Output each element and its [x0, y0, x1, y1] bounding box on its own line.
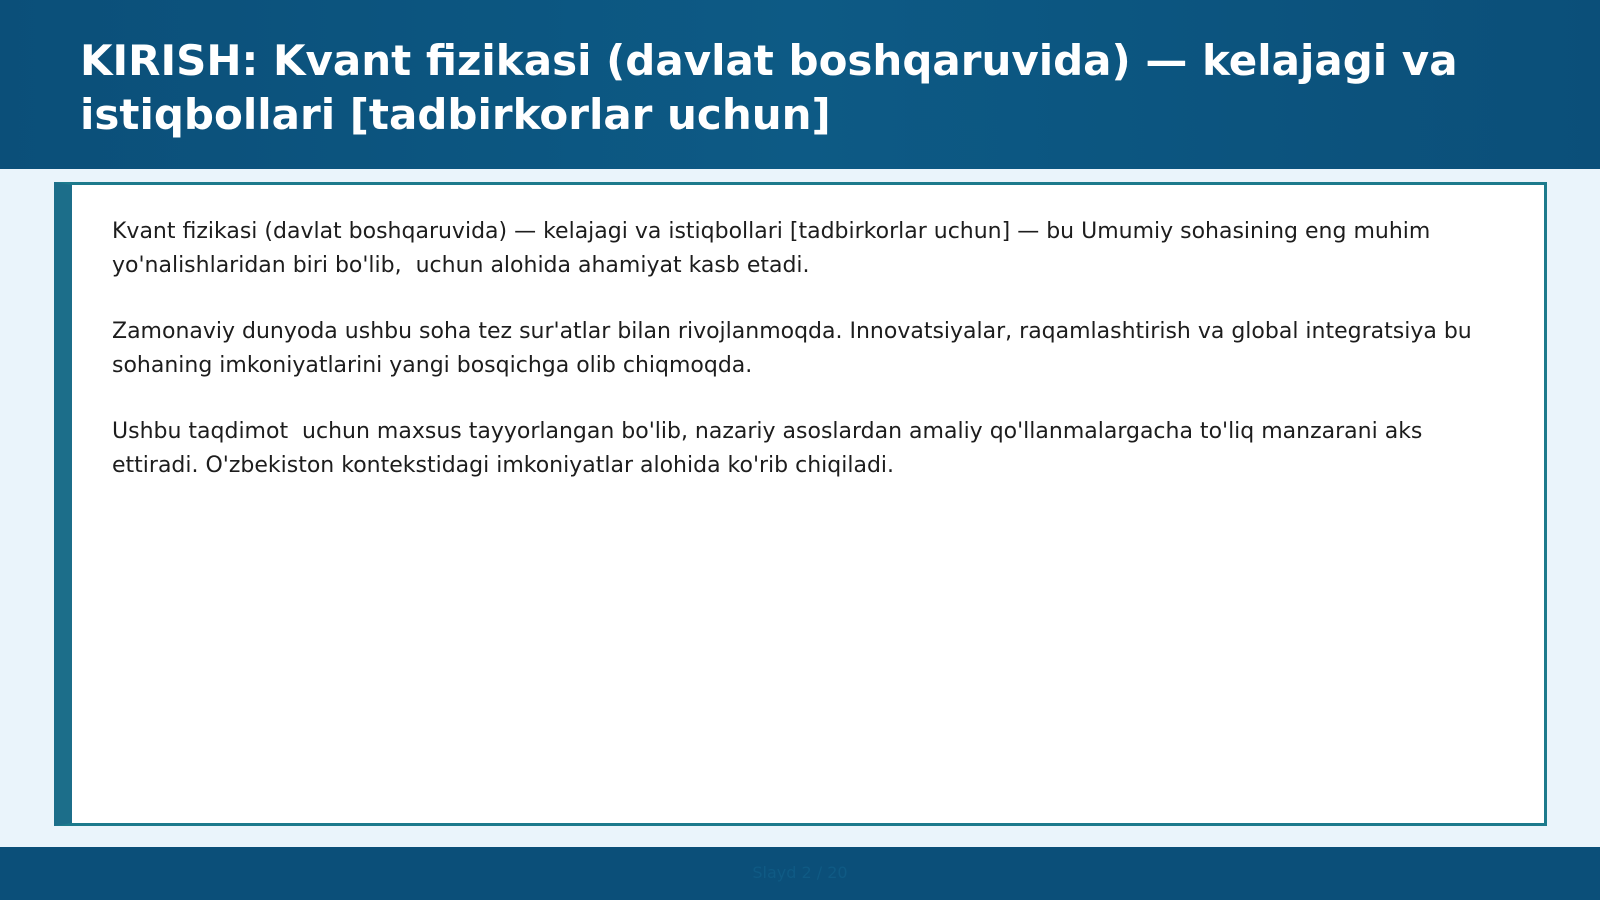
paragraph-modern-world: Zamonaviy dunyoda ushbu soha tez sur'atlar bilan rivojlanmoqda. Innovatsiyalar, raqamlashtirish va global integratsiya bu sohaning imkoniyatlarini yangi bosqichga olib chiqmoqda.	[112, 319, 1479, 378]
slide-header	[0, 0, 1600, 169]
slide-page-number: Slayd 2 / 20	[752, 863, 848, 882]
paragraph-presentation-scope: Ushbu taqdimot uchun maxsus tayyorlangan bo'lib, nazariy asoslardan amaliy qo'llanmalargacha to'liq manzarani aks ettiradi. O'zbekiston kontekstidagi imkoniyatlar alohida ko'rib chiqiladi.	[112, 419, 1430, 478]
slide-footer	[0, 847, 1600, 900]
slide-title: KIRISH: Kvant fizikasi (davlat boshqaruvida) — kelajagi va istiqbollari [tadbirkorlar uchun]	[80, 36, 1458, 139]
paragraph-intro: Kvant fizikasi (davlat boshqaruvida) — kelajagi va istiqbollari [tadbirkorlar uchun] — bu Umumiy sohasining eng muhim yo'nalishlaridan biri bo'lib, uchun alohida ahamiyat kasb etadi.	[112, 219, 1438, 278]
content-card	[54, 182, 1547, 826]
content-text	[112, 215, 1502, 515]
